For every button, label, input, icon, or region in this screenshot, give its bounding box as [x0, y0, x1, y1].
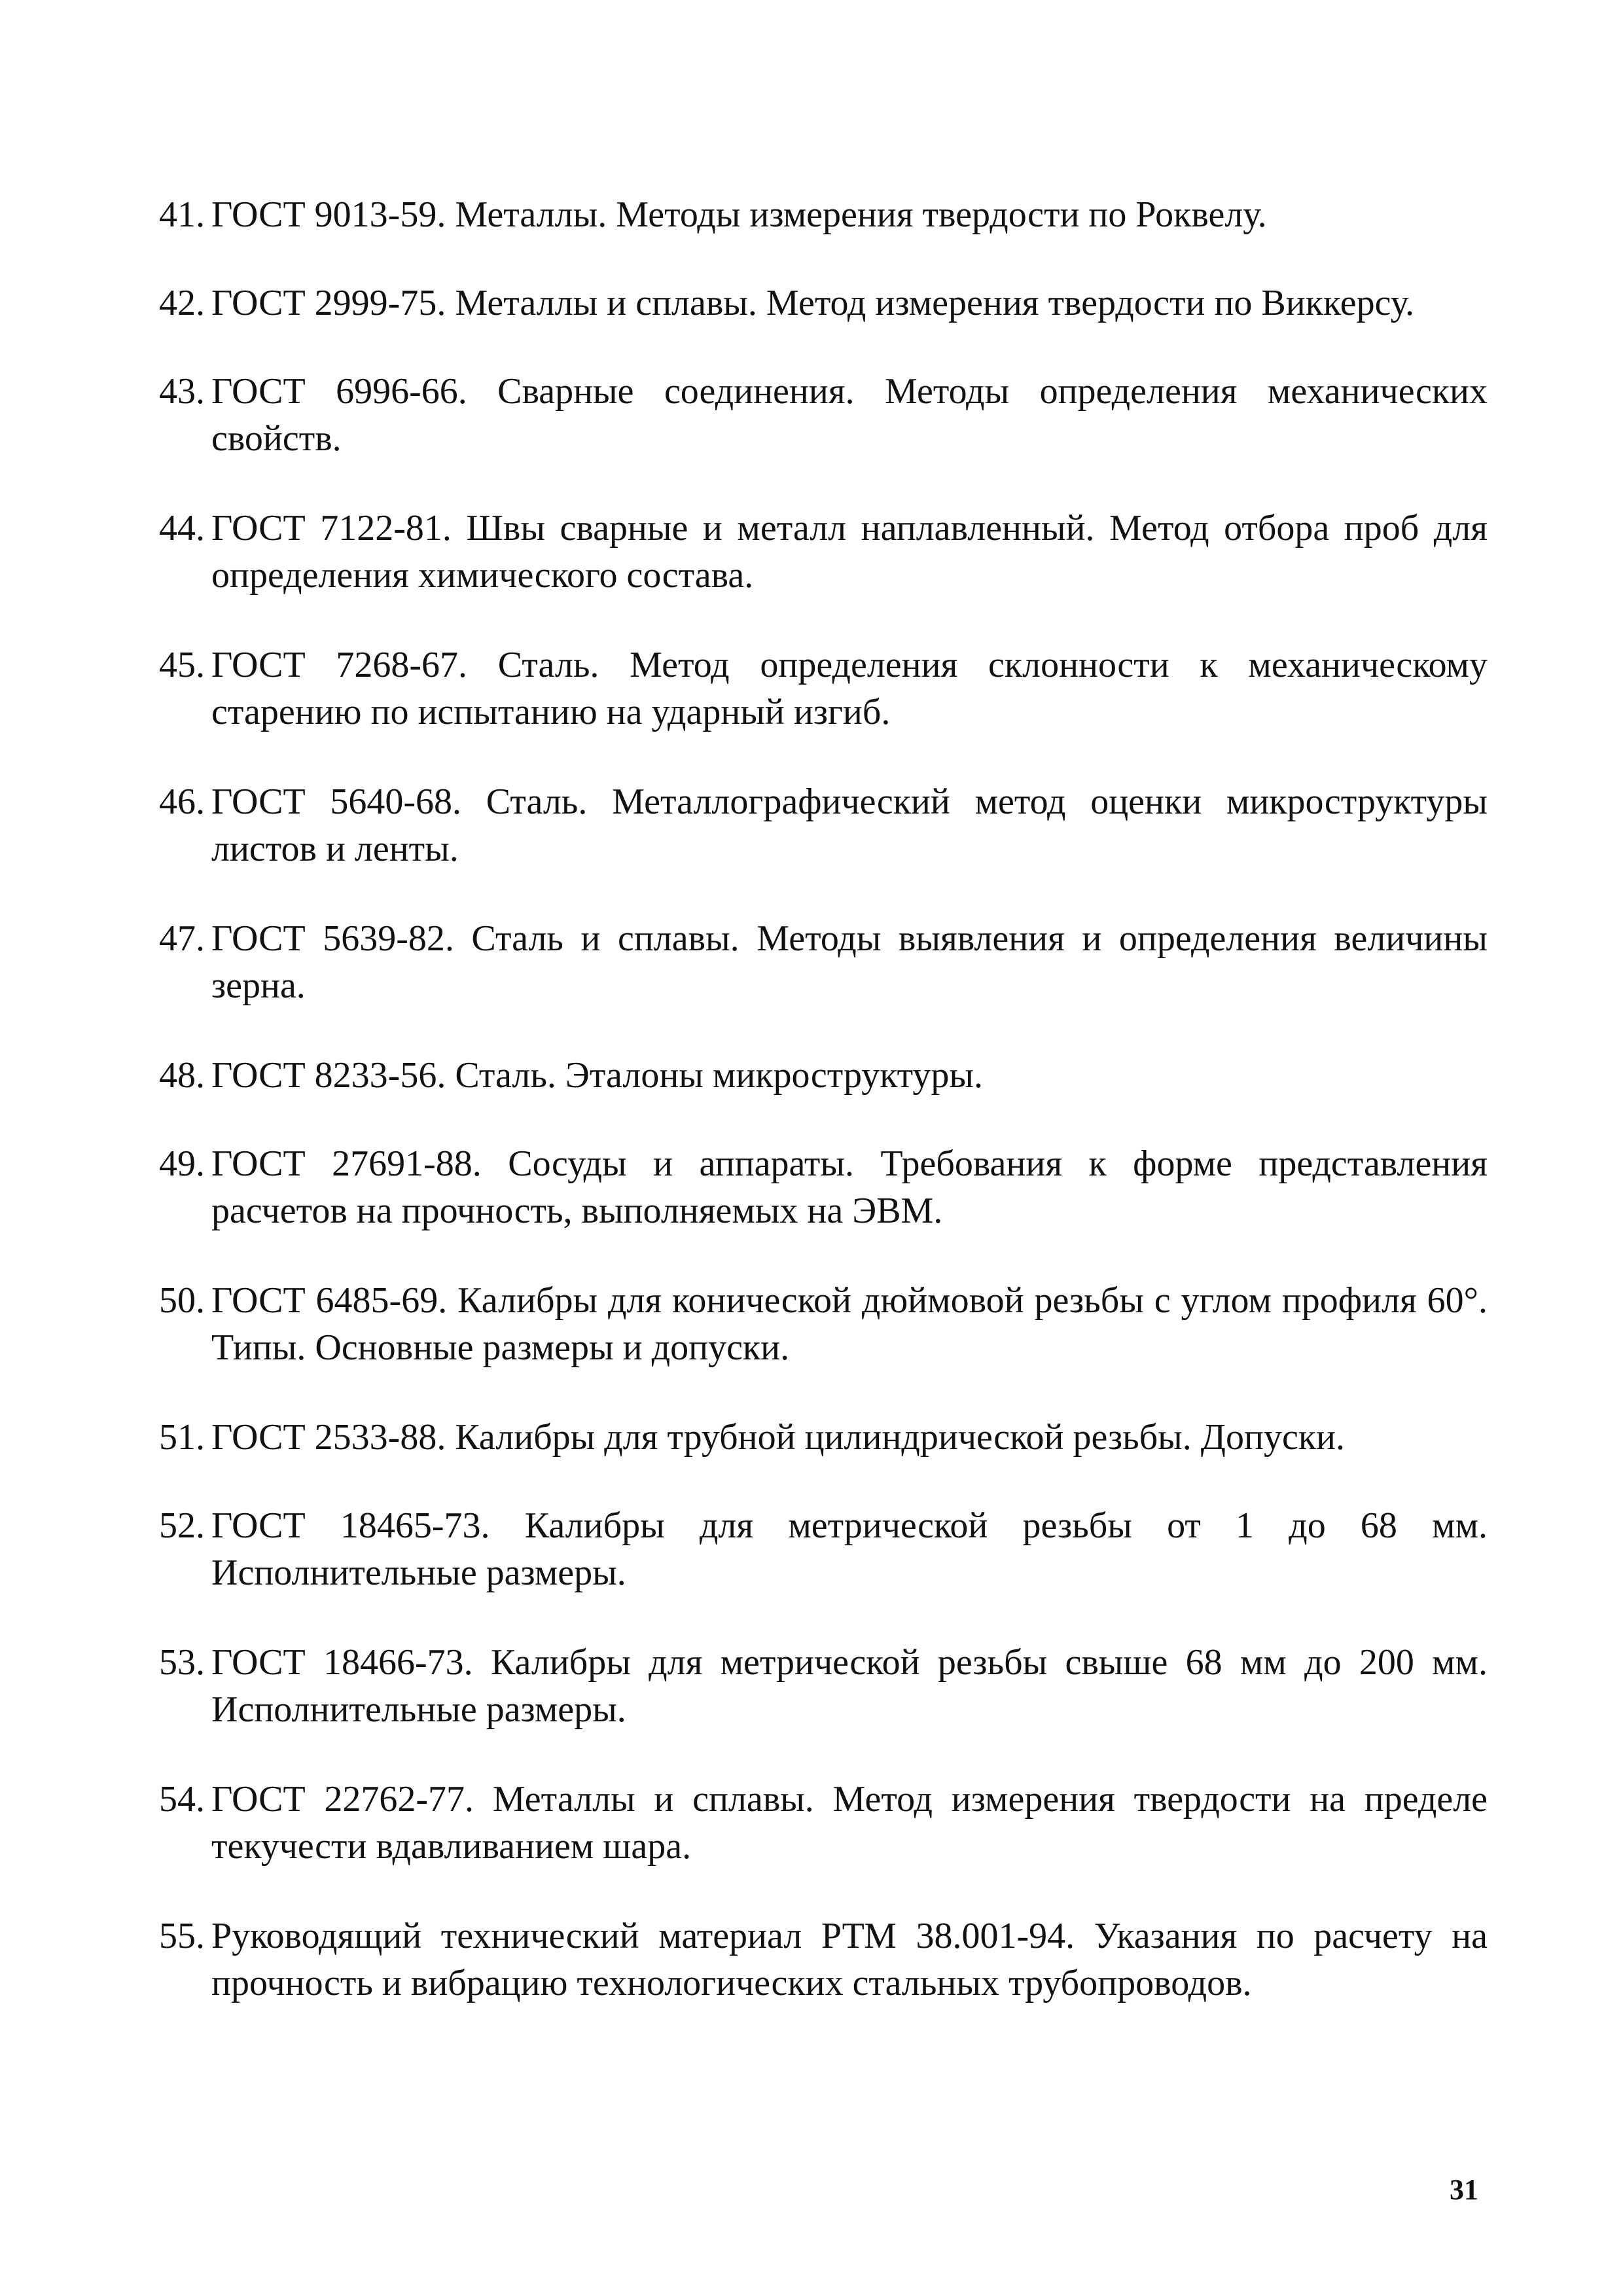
reference-number: 52. [159, 1505, 205, 1546]
reference-list [159, 191, 1488, 2049]
reference-text: ГОСТ 22762-77. Металлы и сплавы. Метод измерения твердости на пределе текучести вдавливанием шара. [211, 1779, 1488, 1867]
reference-item [159, 1502, 1488, 1596]
reference-item [159, 641, 1488, 736]
reference-number: 51. [159, 1417, 205, 1458]
reference-text: ГОСТ 8233-56. Сталь. Эталоны микроструктуры. [211, 1055, 984, 1096]
reference-item [159, 505, 1488, 599]
reference-number: 49. [159, 1143, 205, 1184]
reference-text: ГОСТ 2999-75. Металлы и сплавы. Метод измерения твердости по Виккерсу. [211, 283, 1415, 323]
reference-item [159, 368, 1488, 462]
reference-text: ГОСТ 5640-68. Сталь. Металлографический метод оценки микроструктуры листов и ленты. [211, 781, 1488, 869]
reference-text: ГОСТ 18465-73. Калибры для метрической резьбы от 1 до 68 мм. Исполнительные размеры. [211, 1505, 1488, 1593]
reference-number: 41. [159, 194, 205, 235]
reference-item [159, 915, 1488, 1009]
reference-number: 42. [159, 283, 205, 323]
reference-text: ГОСТ 2533-88. Калибры для трубной цилиндрической резьбы. Допуски. [211, 1417, 1346, 1458]
reference-text: ГОСТ 6485-69. Калибры для конической дюймовой резьбы с углом профиля 60°. Типы. Основные размеры и допуски. [211, 1280, 1488, 1368]
reference-number: 54. [159, 1779, 205, 1820]
reference-text: ГОСТ 6996-66. Сварные соединения. Методы определения механических свойств. [211, 371, 1488, 459]
reference-number: 43. [159, 371, 205, 412]
reference-item [159, 1277, 1488, 1371]
reference-number: 44. [159, 508, 205, 548]
reference-number: 46. [159, 781, 205, 822]
reference-number: 55. [159, 1916, 205, 1956]
reference-text: ГОСТ 7122-81. Швы сварные и металл наплавленный. Метод отбора проб для определения химического состава. [211, 508, 1488, 596]
reference-item [159, 778, 1488, 872]
reference-text: ГОСТ 27691-88. Сосуды и аппараты. Требования к форме представления расчетов на прочность, выполняемых на ЭВМ. [211, 1143, 1488, 1231]
reference-number: 50. [159, 1280, 205, 1321]
reference-item [159, 1414, 1488, 1461]
reference-text: ГОСТ 7268-67. Сталь. Метод определения склонности к механическому старению по испытанию на ударный изгиб. [211, 645, 1488, 732]
reference-item [159, 1052, 1488, 1099]
reference-text: ГОСТ 18466-73. Калибры для метрической резьбы свыше 68 мм до 200 мм. Исполнительные размеры. [211, 1642, 1488, 1730]
reference-item [159, 1140, 1488, 1234]
reference-number: 53. [159, 1642, 205, 1683]
reference-item [159, 279, 1488, 327]
reference-item [159, 1639, 1488, 1733]
reference-number: 47. [159, 918, 205, 959]
reference-item [159, 191, 1488, 238]
reference-number: 48. [159, 1055, 205, 1096]
reference-text: ГОСТ 5639-82. Сталь и сплавы. Методы выявления и определения величины зерна. [211, 918, 1488, 1006]
reference-text: Руководящий технический материал РТМ 38.001-94. Указания по расчету на прочность и вибрацию технологических стальных трубопроводов. [211, 1916, 1488, 2003]
reference-item [159, 1912, 1488, 2007]
page-number: 31 [1450, 2174, 1478, 2206]
reference-text: ГОСТ 9013-59. Металлы. Методы измерения твердости по Роквелу. [211, 194, 1267, 235]
reference-item [159, 1776, 1488, 1870]
reference-number: 45. [159, 645, 205, 685]
